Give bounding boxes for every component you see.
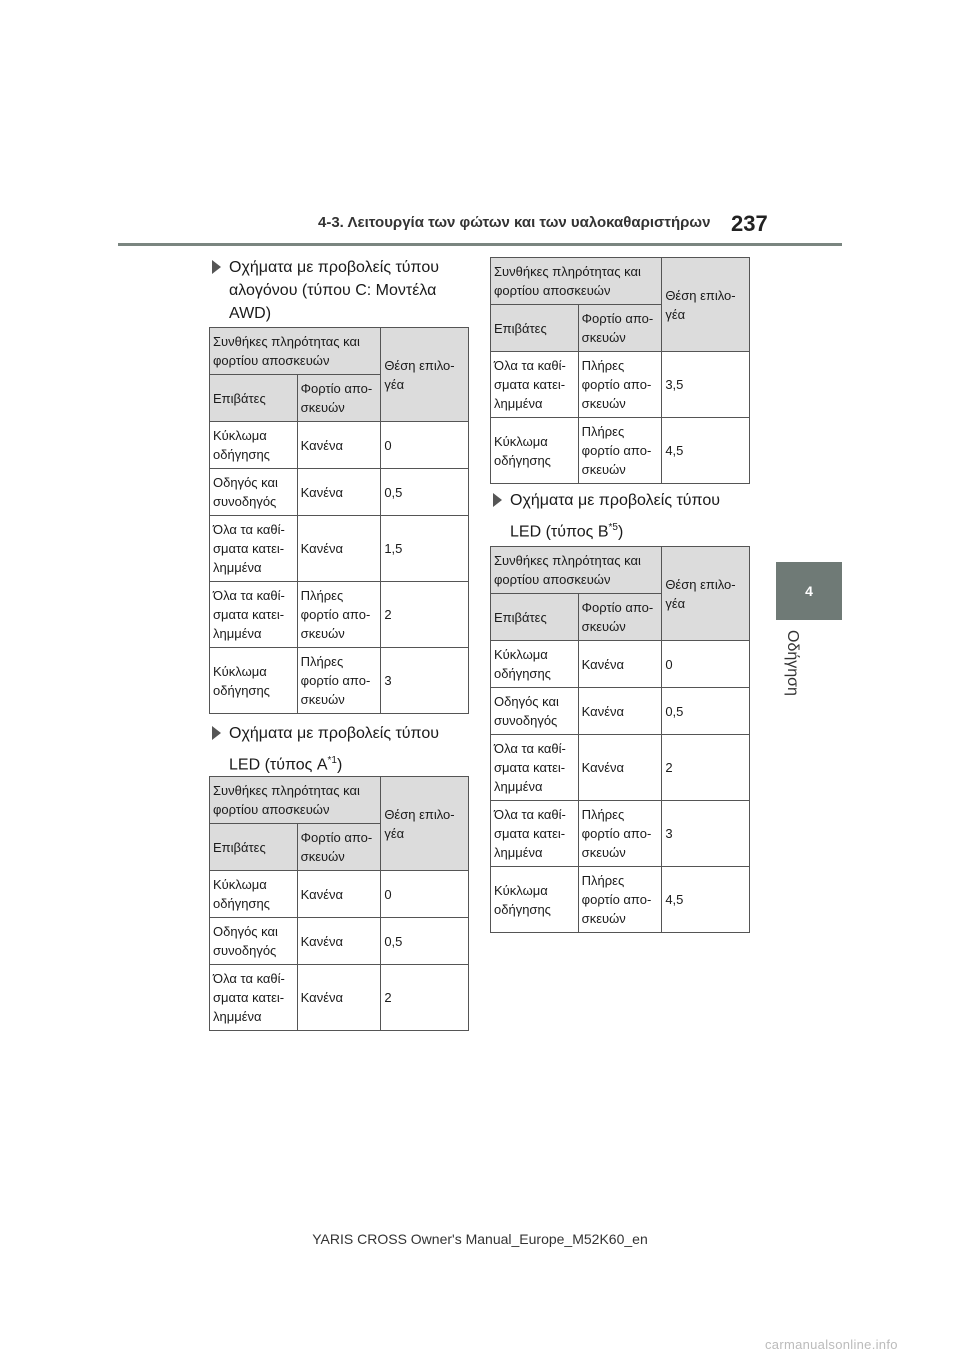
table-row xyxy=(210,582,469,648)
cell-passengers: Κύκλωμα οδήγησης xyxy=(210,648,298,714)
cell-passengers: Οδηγός και συνοδηγός xyxy=(210,918,298,965)
chapter-tab xyxy=(776,562,842,620)
header-passengers: Επιβάτες xyxy=(210,824,298,871)
header-conditions: Συνθήκες πληρότητας και φορτίου αποσκευών xyxy=(491,258,662,305)
cell-luggage: Κανένα xyxy=(578,735,662,801)
section-heading-halogen: Οχήματα με προβολείς τύπου αλογόνου (τύπου C: Μοντέλα AWD) xyxy=(229,256,459,325)
cell-position: 0 xyxy=(381,871,469,918)
cell-luggage: Κανένα xyxy=(297,422,381,469)
page-number: 237 xyxy=(731,211,768,236)
spec-table-led-b xyxy=(490,546,750,933)
running-header-title: 4-3. Λειτουργία των φώτων και των υαλοκαθαριστήρων xyxy=(318,214,711,231)
cell-luggage: Κανένα xyxy=(297,965,381,1031)
cell-position: 2 xyxy=(662,735,750,801)
table-row xyxy=(210,965,469,1031)
cell-passengers: Όλα τα καθί-σματα κατει-λημμένα xyxy=(210,965,298,1031)
footnote-ref: *1 xyxy=(327,755,337,766)
chapter-number: 4 xyxy=(805,583,813,599)
table-row xyxy=(491,418,750,484)
header-luggage: Φορτίο απο-σκευών xyxy=(578,305,662,352)
table-row xyxy=(491,867,750,933)
cell-position: 3 xyxy=(381,648,469,714)
cell-luggage: Πλήρες φορτίο απο-σκευών xyxy=(578,418,662,484)
cell-position: 4,5 xyxy=(662,418,750,484)
triangle-bullet-icon xyxy=(212,726,221,740)
cell-passengers: Όλα τα καθί-σματα κατει-λημμένα xyxy=(210,516,298,582)
watermark: carmanualsonline.info xyxy=(765,1337,898,1352)
footnote-ref: *5 xyxy=(608,522,618,533)
header-passengers: Επιβάτες xyxy=(210,375,298,422)
cell-position: 3 xyxy=(662,801,750,867)
header-position: Θέση επιλο-γέα xyxy=(381,328,469,422)
cell-position: 0,5 xyxy=(662,688,750,735)
table-row xyxy=(210,516,469,582)
cell-passengers: Κύκλωμα οδήγησης xyxy=(491,641,579,688)
cell-luggage: Πλήρες φορτίο απο-σκευών xyxy=(578,801,662,867)
cell-position: 0,5 xyxy=(381,469,469,516)
header-divider xyxy=(118,243,842,246)
table-row xyxy=(210,918,469,965)
cell-passengers: Κύκλωμα οδήγησης xyxy=(210,871,298,918)
spec-table-halogen xyxy=(209,327,469,714)
table-row xyxy=(210,422,469,469)
cell-luggage: Κανένα xyxy=(297,469,381,516)
header-position: Θέση επιλο-γέα xyxy=(381,777,469,871)
chapter-label: Οδήγηση xyxy=(784,630,801,696)
cell-luggage: Κανένα xyxy=(578,641,662,688)
table-row xyxy=(491,801,750,867)
header-passengers: Επιβάτες xyxy=(491,594,579,641)
cell-passengers: Κύκλωμα οδήγησης xyxy=(491,867,579,933)
cell-passengers: Όλα τα καθί-σματα κατει-λημμένα xyxy=(491,352,579,418)
cell-passengers: Οδηγός και συνοδηγός xyxy=(491,688,579,735)
cell-luggage: Κανένα xyxy=(297,871,381,918)
cell-position: 1,5 xyxy=(381,516,469,582)
table-row xyxy=(210,469,469,516)
header-luggage: Φορτίο απο-σκευών xyxy=(297,824,381,871)
cell-position: 3,5 xyxy=(662,352,750,418)
header-luggage: Φορτίο απο-σκευών xyxy=(578,594,662,641)
table-row xyxy=(491,352,750,418)
cell-passengers: Όλα τα καθί-σματα κατει-λημμένα xyxy=(491,801,579,867)
cell-passengers: Όλα τα καθί-σματα κατει-λημμένα xyxy=(210,582,298,648)
table-row xyxy=(491,688,750,735)
triangle-bullet-icon xyxy=(493,493,502,507)
cell-position: 2 xyxy=(381,965,469,1031)
cell-passengers: Οδηγός και συνοδηγός xyxy=(210,469,298,516)
table-header-row xyxy=(210,328,469,375)
cell-position: 0 xyxy=(381,422,469,469)
cell-luggage: Πλήρες φορτίο απο-σκευών xyxy=(297,648,381,714)
table-row xyxy=(491,735,750,801)
table-row xyxy=(210,648,469,714)
triangle-bullet-icon xyxy=(212,260,221,274)
cell-luggage: Κανένα xyxy=(297,516,381,582)
cell-luggage: Κανένα xyxy=(578,688,662,735)
header-passengers: Επιβάτες xyxy=(491,305,579,352)
header-position: Θέση επιλο-γέα xyxy=(662,258,750,352)
section-heading-led-a: Οχήματα με προβολείς τύπου LED (τύπος $A^{*1}$) xyxy=(229,720,459,778)
table-row xyxy=(210,871,469,918)
header-conditions: Συνθήκες πληρότητας και φορτίου αποσκευών xyxy=(491,547,662,594)
cell-passengers: Όλα τα καθί-σματα κατει-λημμένα xyxy=(491,735,579,801)
cell-position: 2 xyxy=(381,582,469,648)
spec-table-led-a-continued xyxy=(490,257,750,484)
table-header-row xyxy=(491,547,750,594)
cell-luggage: Πλήρες φορτίο απο-σκευών xyxy=(578,867,662,933)
cell-luggage: Πλήρες φορτίο απο-σκευών xyxy=(297,582,381,648)
cell-luggage: Κανένα xyxy=(297,918,381,965)
cell-position: 0 xyxy=(662,641,750,688)
table-header-row xyxy=(491,258,750,305)
cell-position: 4,5 xyxy=(662,867,750,933)
table-header-row xyxy=(210,777,469,824)
section-heading-led-b: Οχήματα με προβολείς τύπου LED (τύπος $B^{*5}$) xyxy=(510,487,740,545)
header-conditions: Συνθήκες πληρότητας και φορτίου αποσκευών xyxy=(210,328,381,375)
cell-position: 0,5 xyxy=(381,918,469,965)
header-position: Θέση επιλο-γέα xyxy=(662,547,750,641)
spec-table-led-a xyxy=(209,776,469,1031)
cell-luggage: Πλήρες φορτίο απο-σκευών xyxy=(578,352,662,418)
cell-passengers: Κύκλωμα οδήγησης xyxy=(210,422,298,469)
table-row xyxy=(491,641,750,688)
cell-passengers: Κύκλωμα οδήγησης xyxy=(491,418,579,484)
page-footer: YARIS CROSS Owner's Manual_Europe_M52K60_en xyxy=(312,1231,648,1247)
header-conditions: Συνθήκες πληρότητας και φορτίου αποσκευών xyxy=(210,777,381,824)
header-luggage: Φορτίο απο-σκευών xyxy=(297,375,381,422)
